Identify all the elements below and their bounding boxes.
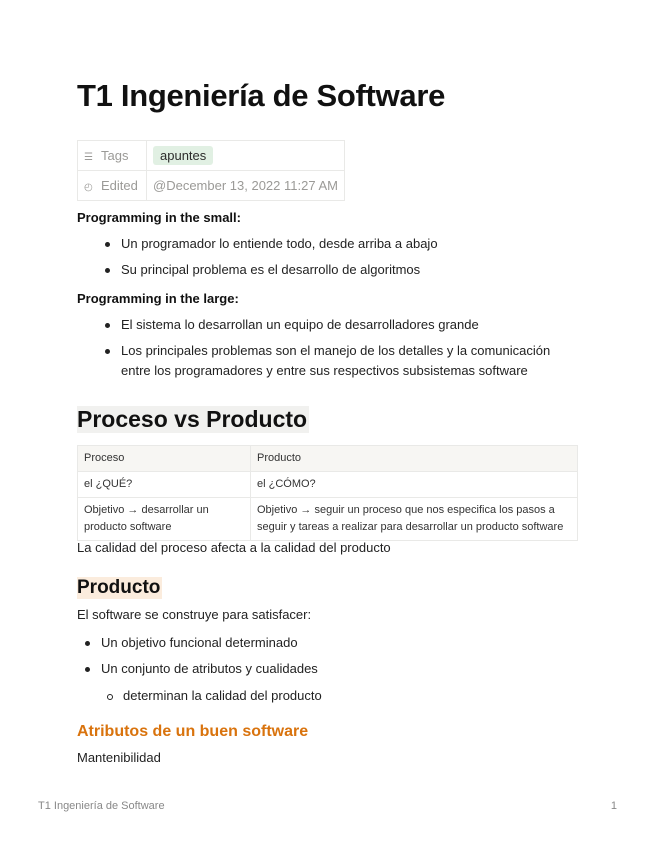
table-row bbox=[78, 472, 578, 498]
table-row bbox=[78, 498, 578, 541]
large-heading: Programming in the large: bbox=[77, 291, 239, 306]
page-title: T1 Ingeniería de Software bbox=[77, 78, 446, 113]
properties-table bbox=[77, 140, 345, 201]
producto-intro: El software se construye para satisfacer: bbox=[77, 607, 312, 622]
table-header-cell: Proceso bbox=[78, 446, 251, 472]
table-cell: el ¿QUÉ? bbox=[78, 472, 251, 498]
edited-label-cell bbox=[78, 171, 147, 201]
tags-value-cell[interactable] bbox=[147, 141, 345, 171]
edited-label: Edited bbox=[101, 178, 138, 193]
table-header-row bbox=[78, 446, 578, 472]
list-icon: ☰ bbox=[84, 152, 93, 163]
proceso-producto-table bbox=[77, 445, 578, 541]
list-item: Los principales problemas son el manejo de los detalles y la comunicación entre los programadores y entre sus respectivos subsistemas software bbox=[97, 341, 578, 381]
list-item: determinan la calidad del producto bbox=[99, 686, 578, 706]
tags-label: Tags bbox=[101, 148, 129, 163]
property-row-edited bbox=[78, 171, 345, 201]
edited-value: @December 13, 2022 11:27 AM bbox=[147, 171, 345, 201]
tag-badge[interactable]: apuntes bbox=[153, 146, 213, 165]
table-cell: el ¿CÓMO? bbox=[251, 472, 578, 498]
section-heading-proceso: Proceso vs Producto bbox=[77, 406, 308, 432]
table-cell: Objetivo → seguir un proceso que nos especifica los pasos a seguir y tareas a realizar para desarrollar un producto software bbox=[251, 498, 578, 541]
list-item: Un objetivo funcional determinado bbox=[77, 633, 578, 653]
proceso-note: La calidad del proceso afecta a la calidad del producto bbox=[77, 540, 391, 555]
section-heading-producto: Producto bbox=[77, 577, 161, 598]
table-cell: Objetivo → desarrollar un producto software bbox=[78, 498, 251, 541]
atributos-first: Mantenibilidad bbox=[77, 750, 161, 765]
list-item: Un programador lo entiende todo, desde arriba a abajo bbox=[97, 234, 578, 254]
section-heading-atributos: Atributos de un buen software bbox=[77, 723, 309, 740]
small-list bbox=[97, 234, 578, 280]
footer-page-number: 1 bbox=[610, 800, 617, 812]
producto-sublist bbox=[99, 686, 578, 706]
large-list bbox=[97, 315, 578, 381]
tags-label-cell bbox=[78, 141, 147, 171]
list-item: Su principal problema es el desarrollo de algoritmos bbox=[97, 260, 578, 280]
producto-list bbox=[77, 633, 578, 679]
footer-title: T1 Ingeniería de Software bbox=[38, 800, 165, 812]
list-item: Un conjunto de atributos y cualidades bbox=[77, 659, 578, 679]
clock-icon: ◴ bbox=[84, 182, 93, 193]
property-row-tags bbox=[78, 141, 345, 171]
table-header-cell: Producto bbox=[251, 446, 578, 472]
list-item: El sistema lo desarrollan un equipo de desarrolladores grande bbox=[97, 315, 578, 335]
small-heading: Programming in the small: bbox=[77, 210, 241, 225]
